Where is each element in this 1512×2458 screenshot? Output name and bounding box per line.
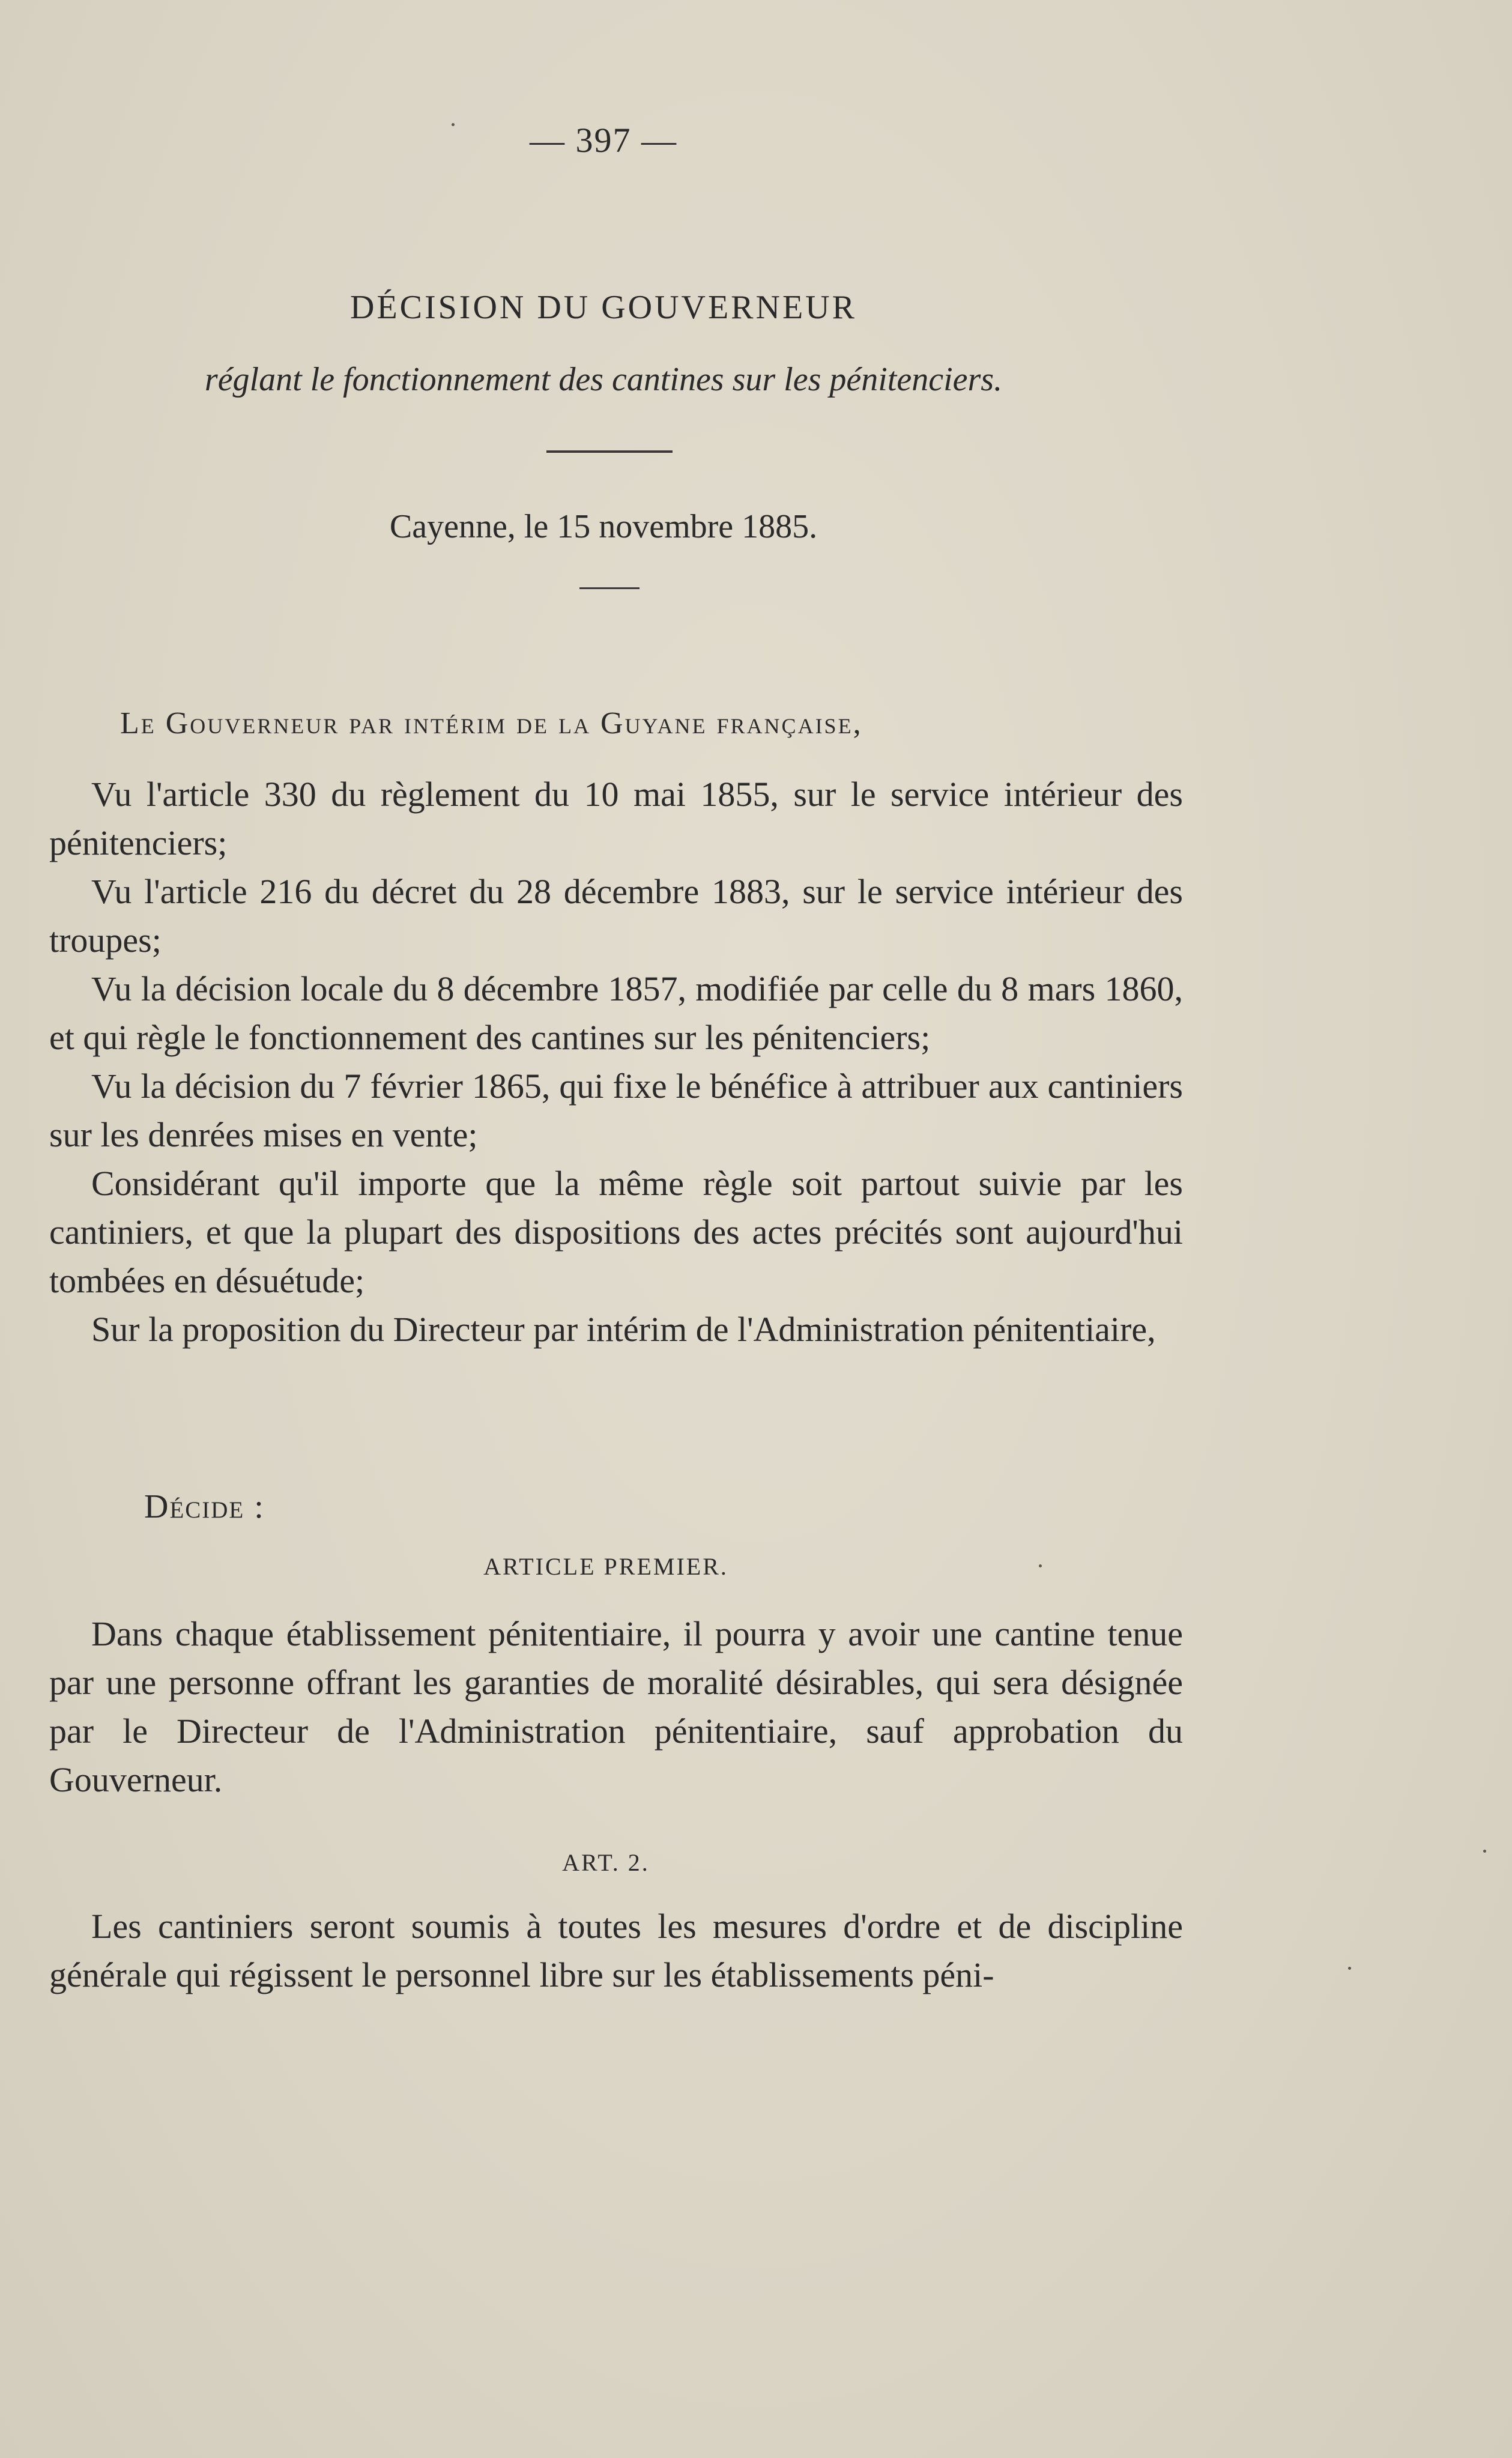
article-1-paragraph: Dans chaque établissement pénitentiaire, il pourra y avoir une cantine tenue par une personne offrant les garanties de moralité désirables, qui sera désignée par le Directeur de l'Administration pénitentiaire, sauf approbation du Gouverneur. [49,1614,1183,1799]
article-1-text [49,1609,1183,1804]
date-line: Cayenne, le 15 novembre 1885. [389,508,818,545]
considerants [49,770,1183,1354]
paper-speck [1039,1564,1042,1567]
date-divider [579,587,640,589]
considerant-paragraph: Vu l'article 216 du décret du 28 décembre 1883, sur le service intérieur des troupes; [49,872,1183,960]
article-2-text [49,1902,1183,1999]
title-divider [546,450,673,453]
document-subtitle: réglant le fonctionnement des cantines sur les pénitenciers. [204,361,1003,398]
considerant-paragraph: Vu l'article 330 du règlement du 10 mai 1855, sur le service intérieur des pénitenciers; [49,775,1183,862]
paper-speck [1483,1850,1486,1853]
decide-heading: Décide : [144,1488,265,1525]
considerant-paragraph: Considérant qu'il importe que la même règle soit partout suivie par les cantiniers, et que la plupart des dispositions des actes précités sont aujourd'hui tombées en désuétude; [49,1164,1183,1300]
article-1-heading: ARTICLE PREMIER. [483,1553,728,1580]
considerant-paragraph: Sur la proposition du Directeur par intérim de l'Administration pénitentiaire, [91,1310,1156,1349]
page-number: — 397 — [530,121,677,160]
article-2-paragraph: Les cantiniers seront soumis à toutes les mesures d'ordre et de discipline générale qui régissent le personnel libre sur les établissements péni- [49,1907,1183,1994]
document-title: DÉCISION DU GOUVERNEUR [350,289,857,326]
paper-speck [452,123,455,126]
paper-speck [1348,1967,1351,1970]
considerant-paragraph: Vu la décision du 7 février 1865, qui fixe le bénéfice à attribuer aux cantiniers sur les denrées mises en vente; [49,1067,1183,1154]
preamble: Le Gouverneur par intérim de la Guyane française, [120,706,863,740]
considerant-paragraph: Vu la décision locale du 8 décembre 1857, modifiée par celle du 8 mars 1860, et qui règle le fonctionnement des cantines sur les pénitenciers; [49,969,1183,1057]
article-2-heading: ART. 2. [562,1849,650,1876]
